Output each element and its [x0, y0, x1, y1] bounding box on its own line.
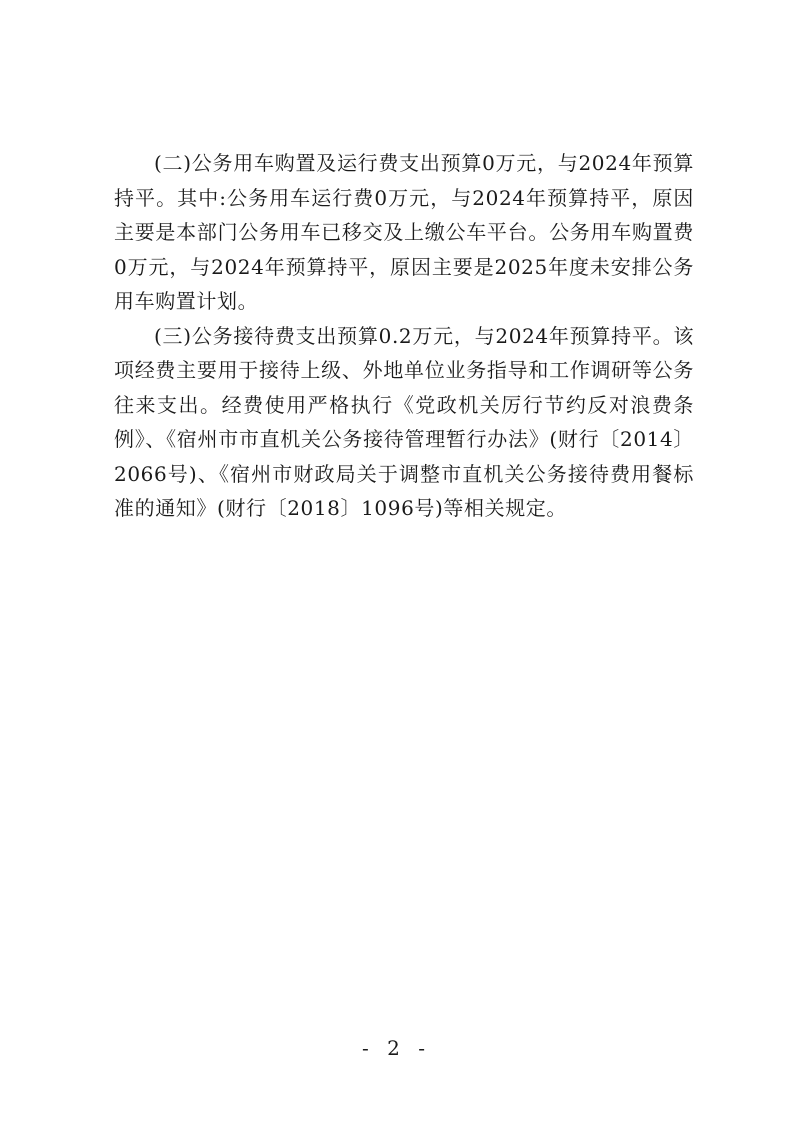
page-number: - 2 -: [362, 1036, 431, 1060]
paragraph-vehicle-expenses: (二)公务用车购置及运行费支出预算0万元，与2024年预算持平。其中:公务用车运行费0万元，与2024年预算持平，原因主要是本部门公务用车已移交及上缴公车平台。公务用车购置费0万元，与2024年预算持平，原因主要是2025年度未安排公务用车购置计划。: [114, 151, 694, 313]
paragraph-reception-expenses: (三)公务接待费支出预算0.2万元，与2024年预算持平。该项经费主要用于接待上级、外地单位业务指导和工作调研等公务往来支出。经费使用严格执行《党政机关厉行节约反对浪费条例》、《宿州市市直机关公务接待管理暂行办法》(财行〔2014〕2066号)、《宿州市财政局关于调整市直机关公务接待费用餐标准的通知》(财行〔2018〕1096号)等相关规定。: [114, 323, 694, 520]
document-body: [114, 146, 694, 526]
